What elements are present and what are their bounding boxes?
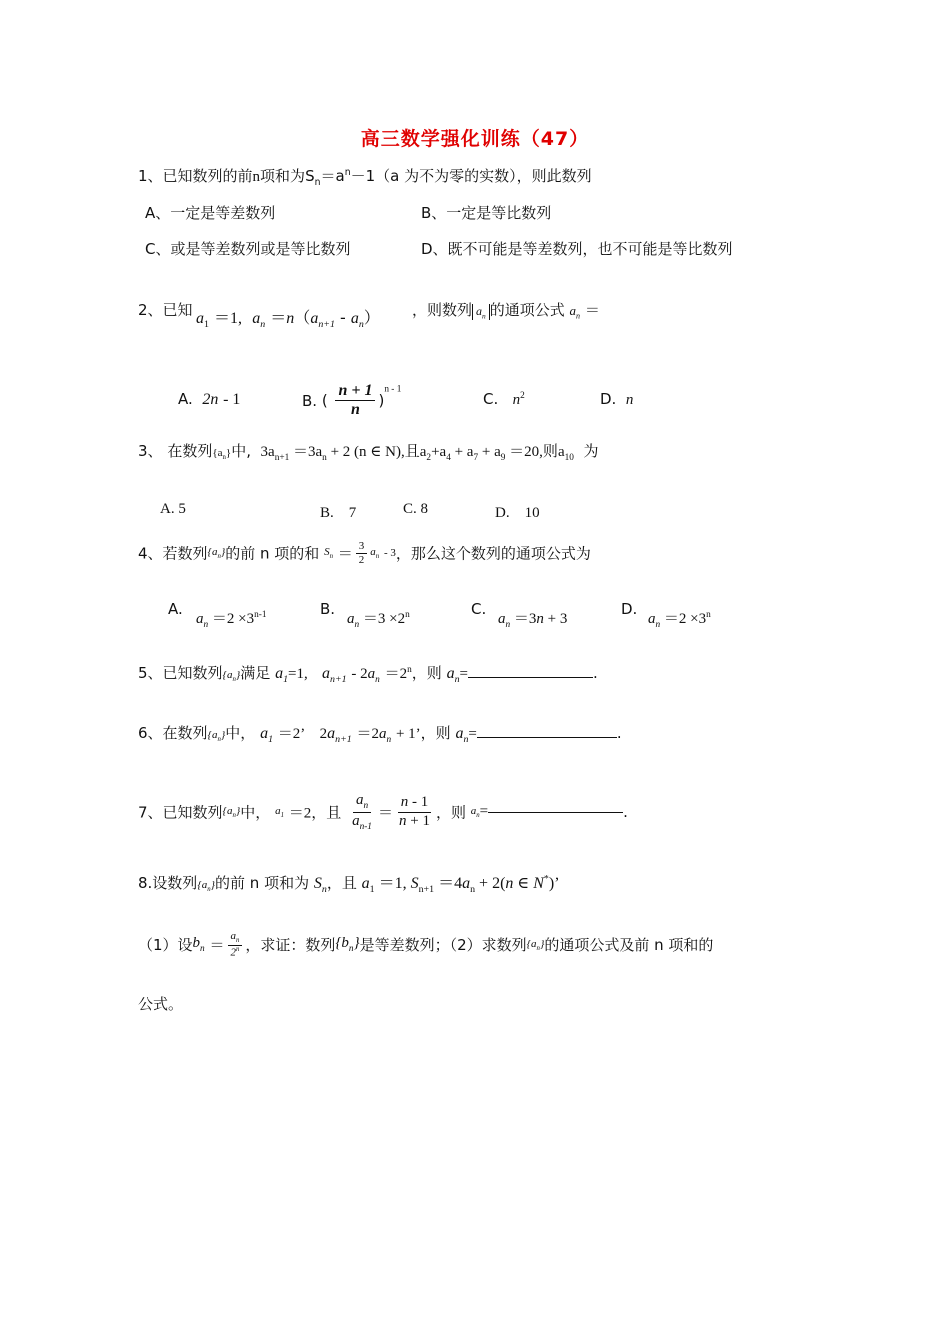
question-3-option-a: A. 5	[160, 501, 186, 517]
question-4-formula-b: $a_n =3 \times 2^n$	[347, 610, 410, 630]
question-4-option-a: A.	[168, 600, 183, 618]
question-2-option-b: B. ( $\frac{n + 1}{n}$ )$^{n - 1}$	[302, 382, 402, 419]
question-1-option-c: C、或是等差数列或是等比数列	[145, 240, 351, 258]
question-4-formula-d: $a_n =2 \times 3^n$	[648, 610, 711, 630]
question-8-stem: 8.设数列$\{a_n\}$的前 n 项和为 $S_n$，且 $a_1 =1$, $S_{n+1} =4a_n + 2(n$ ∈ N*)’	[138, 873, 560, 896]
question-4-formula-c: $a_n =3n + 3$	[498, 611, 568, 630]
question-2-option-a: A. 2n - 1	[178, 390, 241, 408]
question-8-last-line: 公式。	[138, 995, 184, 1013]
question-3-option-b: B. 7	[320, 505, 357, 521]
question-3-option-d: D. 10	[495, 505, 540, 521]
question-3-stem: 3、 在数列$\{a_n\}$中, $3a_{n+1} =3a_n + 2$ (n ∈ N),且$a_2+a_4 + a_7 + a_9 =20$,则$a_{10}$ 为	[138, 442, 599, 463]
question-5-stem: 5、已知数列$\{a_n\}$满足 $a_1=1$, $a_{n+1} - 2a_n =2^n$，则 $a_n=$ .	[138, 664, 598, 686]
question-1-option-d: D、既不可能是等差数列，也不可能是等比数列	[421, 240, 733, 258]
question-3-option-c: C. 8	[403, 501, 429, 517]
question-8-parts: （1）设$b_n$ ＝ $\frac{a_n}{2^n}$ ，求证：数列$\{b_n\}$是等差数列；（2）求数列$\{a_n\}$的通项公式及前 n 项和的	[138, 930, 714, 959]
question-4-option-c: C.	[471, 600, 487, 618]
question-1-option-a: A、一定是等差数列	[145, 204, 276, 222]
page-title: 高三数学强化训练（47）	[360, 128, 590, 150]
question-2-formula: $a_1 =1$, $a_n =n(a_{n+1} - a_n)$	[196, 308, 380, 331]
question-2-option-d: D. n	[600, 390, 634, 408]
question-4-formula-a: $a_n =2 \times 3^{n-1}$	[196, 610, 267, 630]
question-2-option-c: C. $n^2$	[483, 390, 525, 408]
question-7-stem: 7、已知数列$\{a_n\}$中， $a_1 =2$，且 $\frac{a_n}{a_{n-1}}$ ＝ $\frac{n - 1}{n + 1}$ ，则 $a_n=$ .	[138, 792, 628, 832]
question-1-option-b: B、一定是等比数列	[421, 204, 552, 222]
question-2-stem: 2、已知	[138, 301, 193, 319]
question-4-option-d: D.	[621, 600, 638, 618]
question-4-stem: 4、若数列$\{a_n\}$的前 n 项的和 $S_n$ ＝ $\frac{3}{2}$ $a_n - 3$，那么这个数列的通项公式为	[138, 540, 591, 566]
question-4-option-b: B.	[320, 600, 336, 618]
question-6-stem: 6、在数列$\{a_n\}$中， $a_1 =2$’ $2a_{n+1} =2a_n + 1$’，则 $a_n=$ .	[138, 724, 622, 746]
question-1-stem: 1、已知数列的前n项和为$S_n=a^n-1(a$ 为不为零的实数），则此数列	[138, 167, 592, 188]
question-2-tail: ，则数列 $a_n$ 的通项公式 $a_n$ ＝	[412, 301, 600, 321]
